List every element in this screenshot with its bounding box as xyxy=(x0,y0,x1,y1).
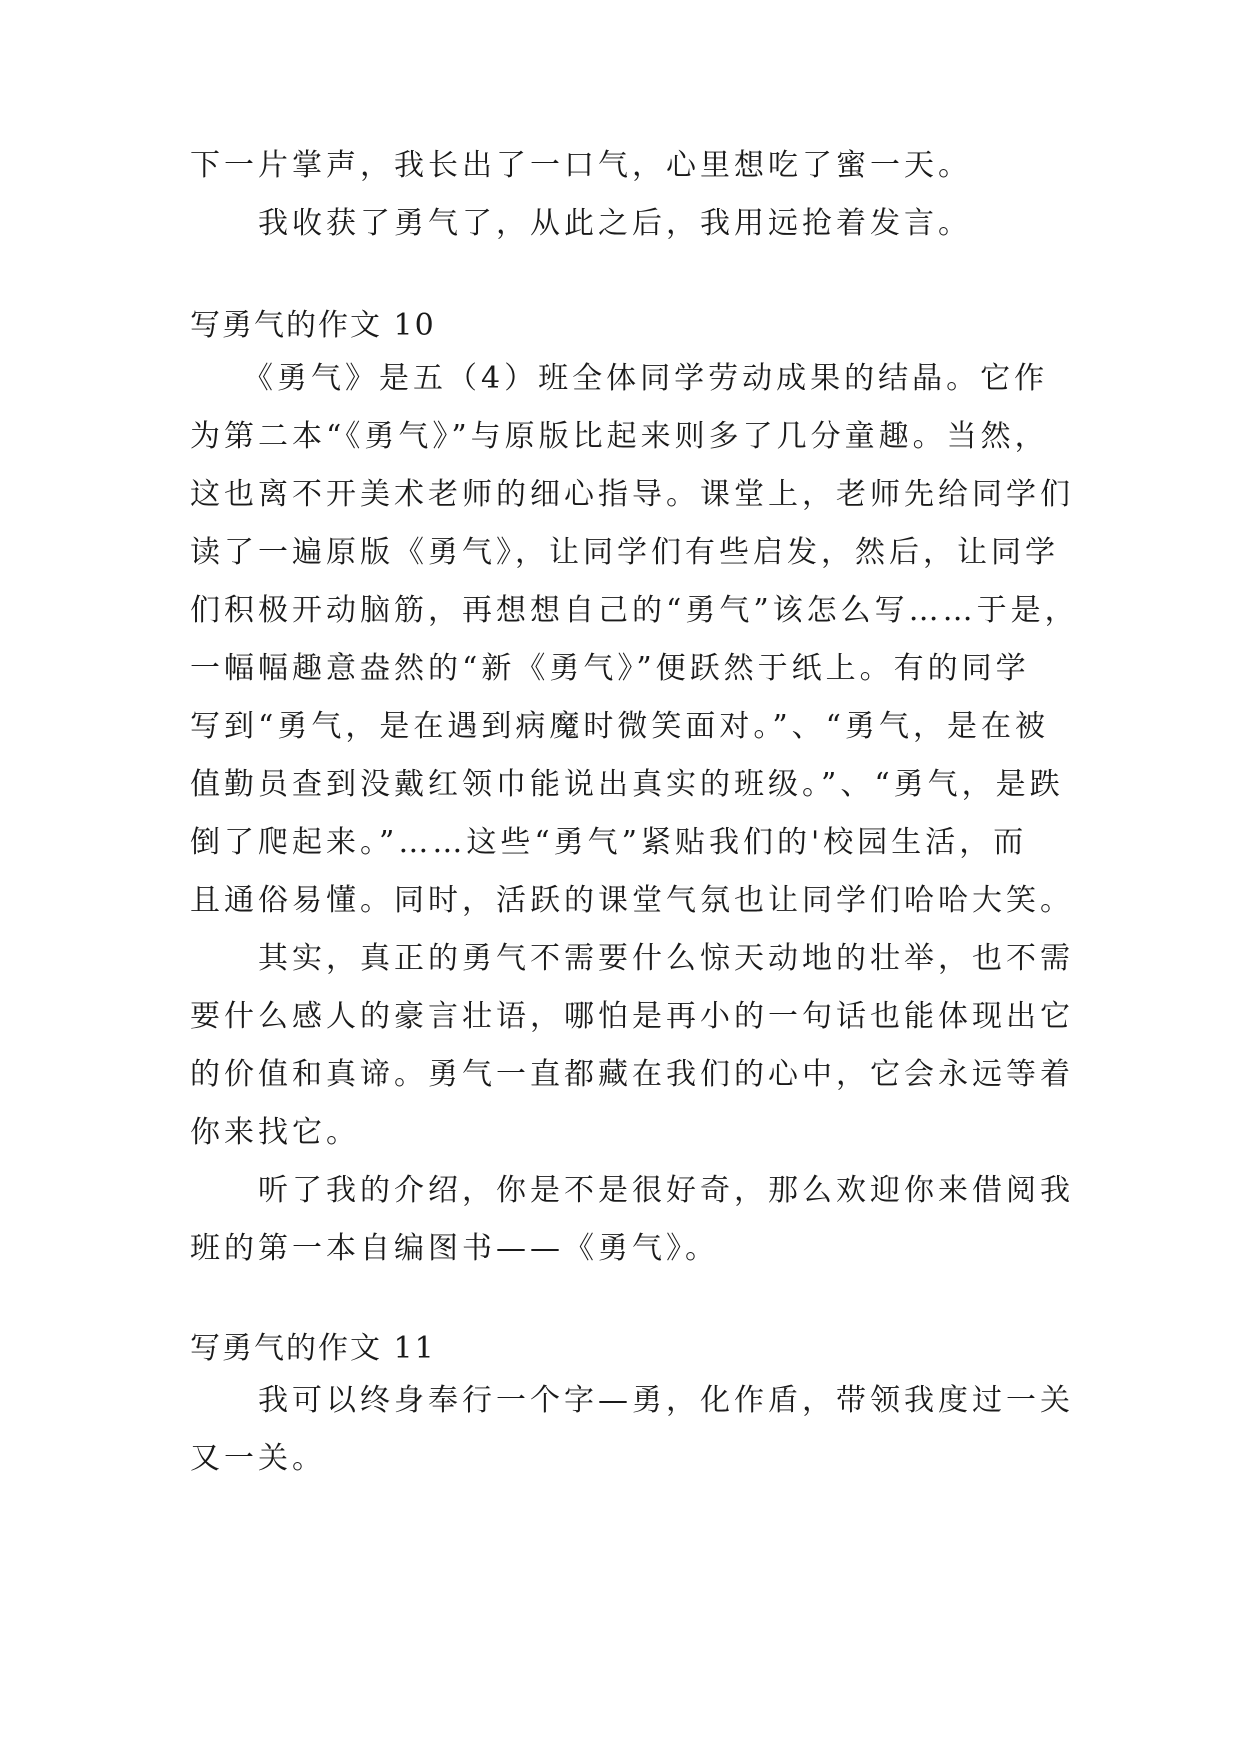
paragraph-line: 读了一遍原版《勇气》，让同学们有些启发，然后，让同学 xyxy=(190,535,1059,570)
paragraph-line: 我可以终身奉行一个字—勇，化作盾，带领我度过一关 xyxy=(190,1383,1074,1418)
paragraph-line: 其实，真正的勇气不需要什么惊天动地的壮举，也不需 xyxy=(190,941,1074,976)
paragraph-line: 又一关。 xyxy=(190,1441,326,1476)
paragraph-line: 我收获了勇气了，从此之后，我用远抢着发言。 xyxy=(190,206,972,241)
paragraph-line: 写到“勇气，是在遇到病魔时微笑面对。”、“勇气，是在被 xyxy=(190,709,1050,744)
paragraph-line: 且通俗易懂。同时，活跃的课堂气氛也让同学们哈哈大笑。 xyxy=(190,883,1074,918)
paragraph-line: 下一片掌声，我长出了一口气，心里想吃了蜜一天。 xyxy=(190,148,972,183)
section-11-body xyxy=(190,1372,1074,1488)
paragraph-line: 们积极开动脑筋，再想想自己的“勇气”该怎么写……于是， xyxy=(190,593,1079,628)
paragraph-line: 听了我的介绍，你是不是很好奇，那么欢迎你来借阅我 xyxy=(190,1173,1074,1208)
paragraph-line: 这也离不开美术老师的细心指导。课堂上，老师先给同学们 xyxy=(190,477,1074,512)
section-10-body xyxy=(190,350,1079,1278)
paragraph-line: 《勇气》是五（4）班全体同学劳动成果的结晶。它作 xyxy=(190,361,1049,396)
section-a-body xyxy=(190,137,1060,253)
section-11-title: 写勇气的作文 11 xyxy=(190,1331,436,1366)
paragraph-line: 为第二本“《勇气》”与原版比起来则多了几分童趣。当然， xyxy=(190,419,1049,454)
paragraph-line: 要什么感人的豪言壮语，哪怕是再小的一句话也能体现出它 xyxy=(190,999,1074,1034)
paragraph-line: 的价值和真谛。勇气一直都藏在我们的心中，它会永远等着 xyxy=(190,1057,1074,1092)
paragraph-line: 值勤员查到没戴红领巾能说出真实的班级。”、“勇气，是跌 xyxy=(190,767,1064,802)
paragraph-line: 你来找它。 xyxy=(190,1115,360,1150)
paragraph-line: 倒了爬起来。”……这些“勇气”紧贴我们的'校园生活，而 xyxy=(190,825,1028,860)
section-10-title: 写勇气的作文 10 xyxy=(190,308,436,343)
paragraph-line: 班的第一本自编图书——《勇气》。 xyxy=(190,1231,719,1266)
paragraph-line: 一幅幅趣意盎然的“新《勇气》”便跃然于纸上。有的同学 xyxy=(190,651,1030,686)
